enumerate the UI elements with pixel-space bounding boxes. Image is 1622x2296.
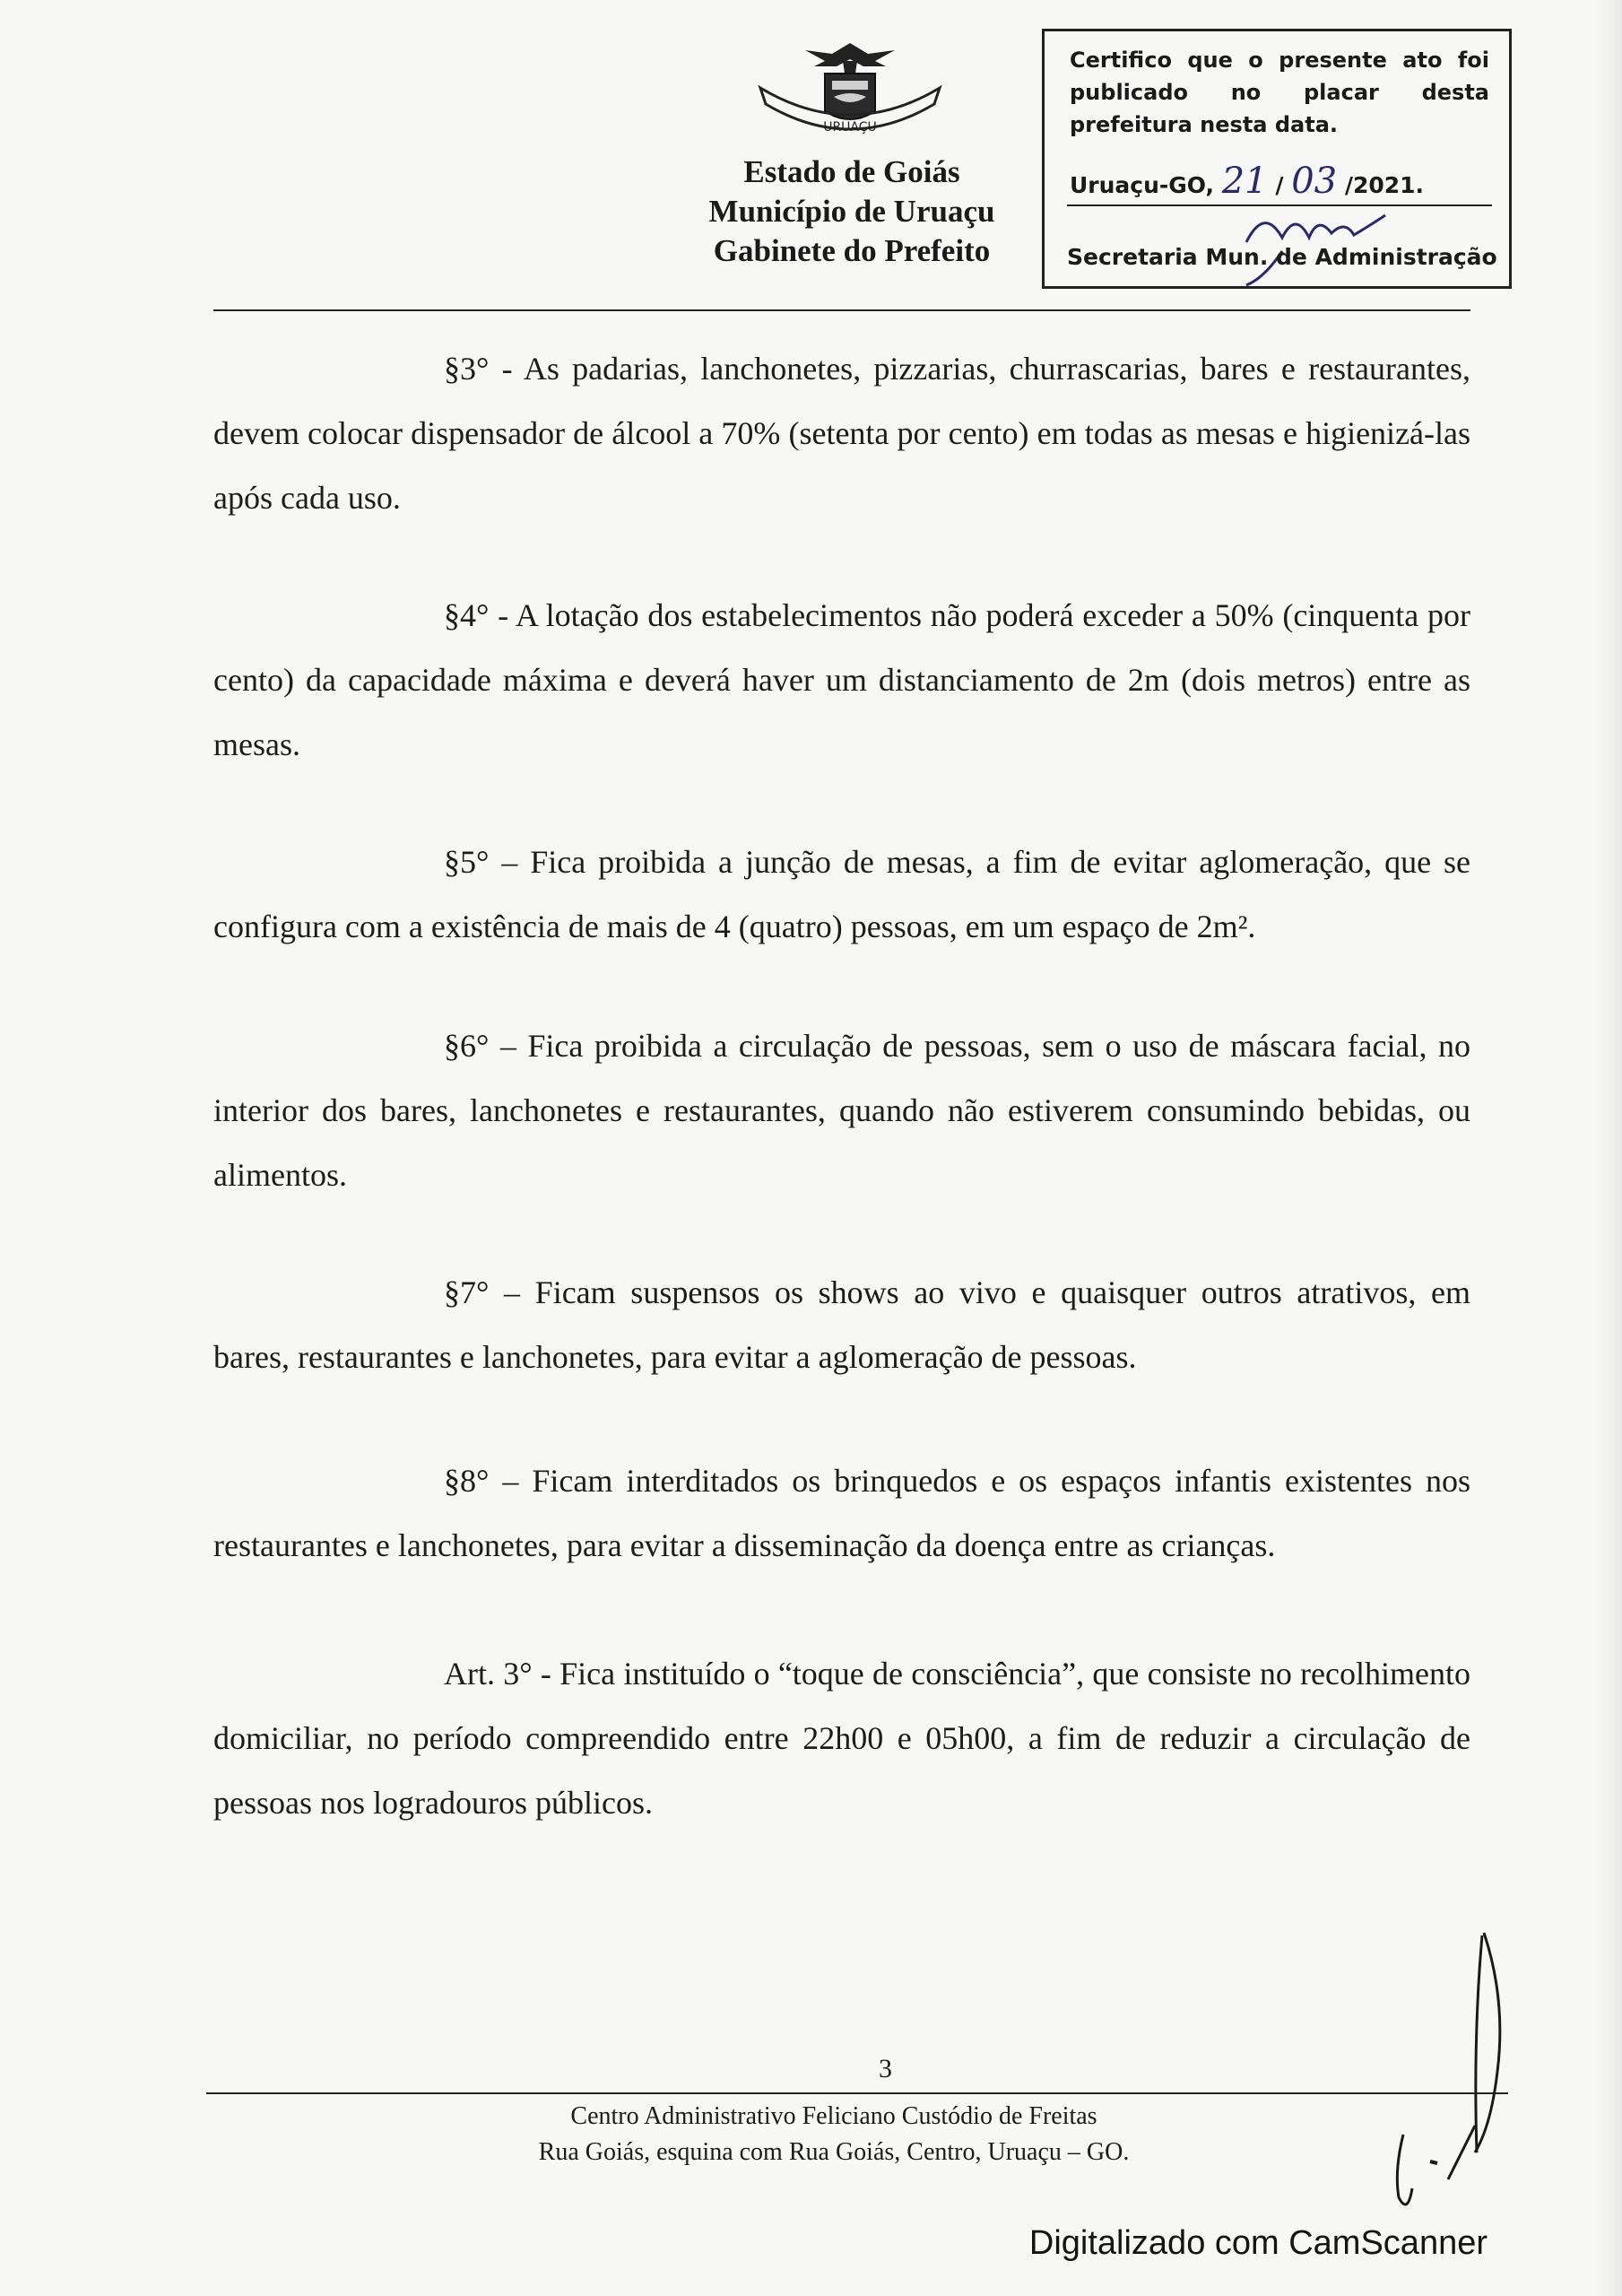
stamp-footer-label: Secretaria Mun. de Administração bbox=[1067, 244, 1497, 270]
camscanner-watermark: Digitalizado com CamScanner bbox=[1028, 2224, 1488, 2262]
municipal-crest-logo bbox=[742, 34, 958, 151]
header-line-state: Estado de Goiás bbox=[743, 154, 960, 189]
article-3-paragraph: Art. 3° - Fica instituído o “toque de consciência”, que consiste no recolhimento domiciliar, no período compreendido entre 22h00 e 05h00, a fim de reduzir a circulação de pessoas nos logradouros públicos. bbox=[213, 1656, 1470, 1821]
header-line-office: Gabinete do Prefeito bbox=[713, 233, 991, 268]
stamp-text-line: publicado no placar desta bbox=[1070, 80, 1489, 105]
page-number: 3 bbox=[879, 2054, 892, 2083]
stamp-text-line: Certifico que o presente ato foi bbox=[1070, 48, 1489, 73]
stamp-city: Uruaçu-GO, bbox=[1070, 172, 1215, 198]
paragraph-4: §4° - A lotação dos estabelecimentos não poderá exceder a 50% (cinquenta por cento) da capacidade máxima e deverá haver um distanciamento de 2m (dois metros) entre as mesas. bbox=[213, 597, 1470, 762]
stamp-date-separator: / bbox=[1275, 172, 1284, 198]
header-divider bbox=[213, 309, 1470, 311]
stamp-signature-mark bbox=[1228, 188, 1399, 287]
header-line-municipality: Município de Uruaçu bbox=[708, 194, 995, 229]
scan-edge-shadow bbox=[1595, 0, 1622, 2296]
svg-text:URUAÇU: URUAÇU bbox=[823, 120, 877, 135]
stamp-date-day: 21 bbox=[1221, 161, 1268, 202]
stamp-date-year: /2021. bbox=[1344, 172, 1425, 198]
footer-divider bbox=[206, 2092, 1508, 2094]
stamp-date-month: 03 bbox=[1291, 161, 1338, 202]
paragraph-6: §6° – Fica proibida a circulação de pessoas, sem o uso de máscara facial, no interior dos bares, lanchonetes e restaurantes, quando não estiverem consumindo bebidas, ou alimentos. bbox=[213, 1028, 1470, 1193]
paragraph-8: §8° – Ficam interditados os brinquedos e os espaços infantis existentes nos restaurantes e lanchonetes, para evitar a disseminação da doença entre as crianças. bbox=[213, 1463, 1470, 1563]
stamp-text-line: prefeitura nesta data. bbox=[1070, 112, 1339, 137]
header-title-block bbox=[628, 152, 1076, 271]
footer-line-building: Centro Administrativo Feliciano Custódio de Freitas bbox=[570, 2102, 1097, 2130]
paragraph-5: §5° – Fica proibida a junção de mesas, a fim de evitar aglomeração, que se configura com a existência de mais de 4 (quatro) pessoas, em um espaço de 2m². bbox=[213, 844, 1470, 944]
footer-address-block bbox=[386, 2099, 1282, 2170]
margin-signature-mark bbox=[1376, 1928, 1538, 2224]
footer-line-address: Rua Goiás, esquina com Rua Goiás, Centro, Uruaçu – GO. bbox=[538, 2138, 1130, 2166]
paragraph-3: §3° - As padarias, lanchonetes, pizzarias, churrascarias, bares e restaurantes, devem colocar dispensador de álcool a 70% (setenta por cento) em todas as mesas e higienizá-las após cada uso. bbox=[213, 351, 1470, 516]
paragraph-7: §7° – Ficam suspensos os shows ao vivo e quaisquer outros atrativos, em bares, restaurantes e lanchonetes, para evitar a aglomeração de pessoas. bbox=[213, 1274, 1470, 1375]
